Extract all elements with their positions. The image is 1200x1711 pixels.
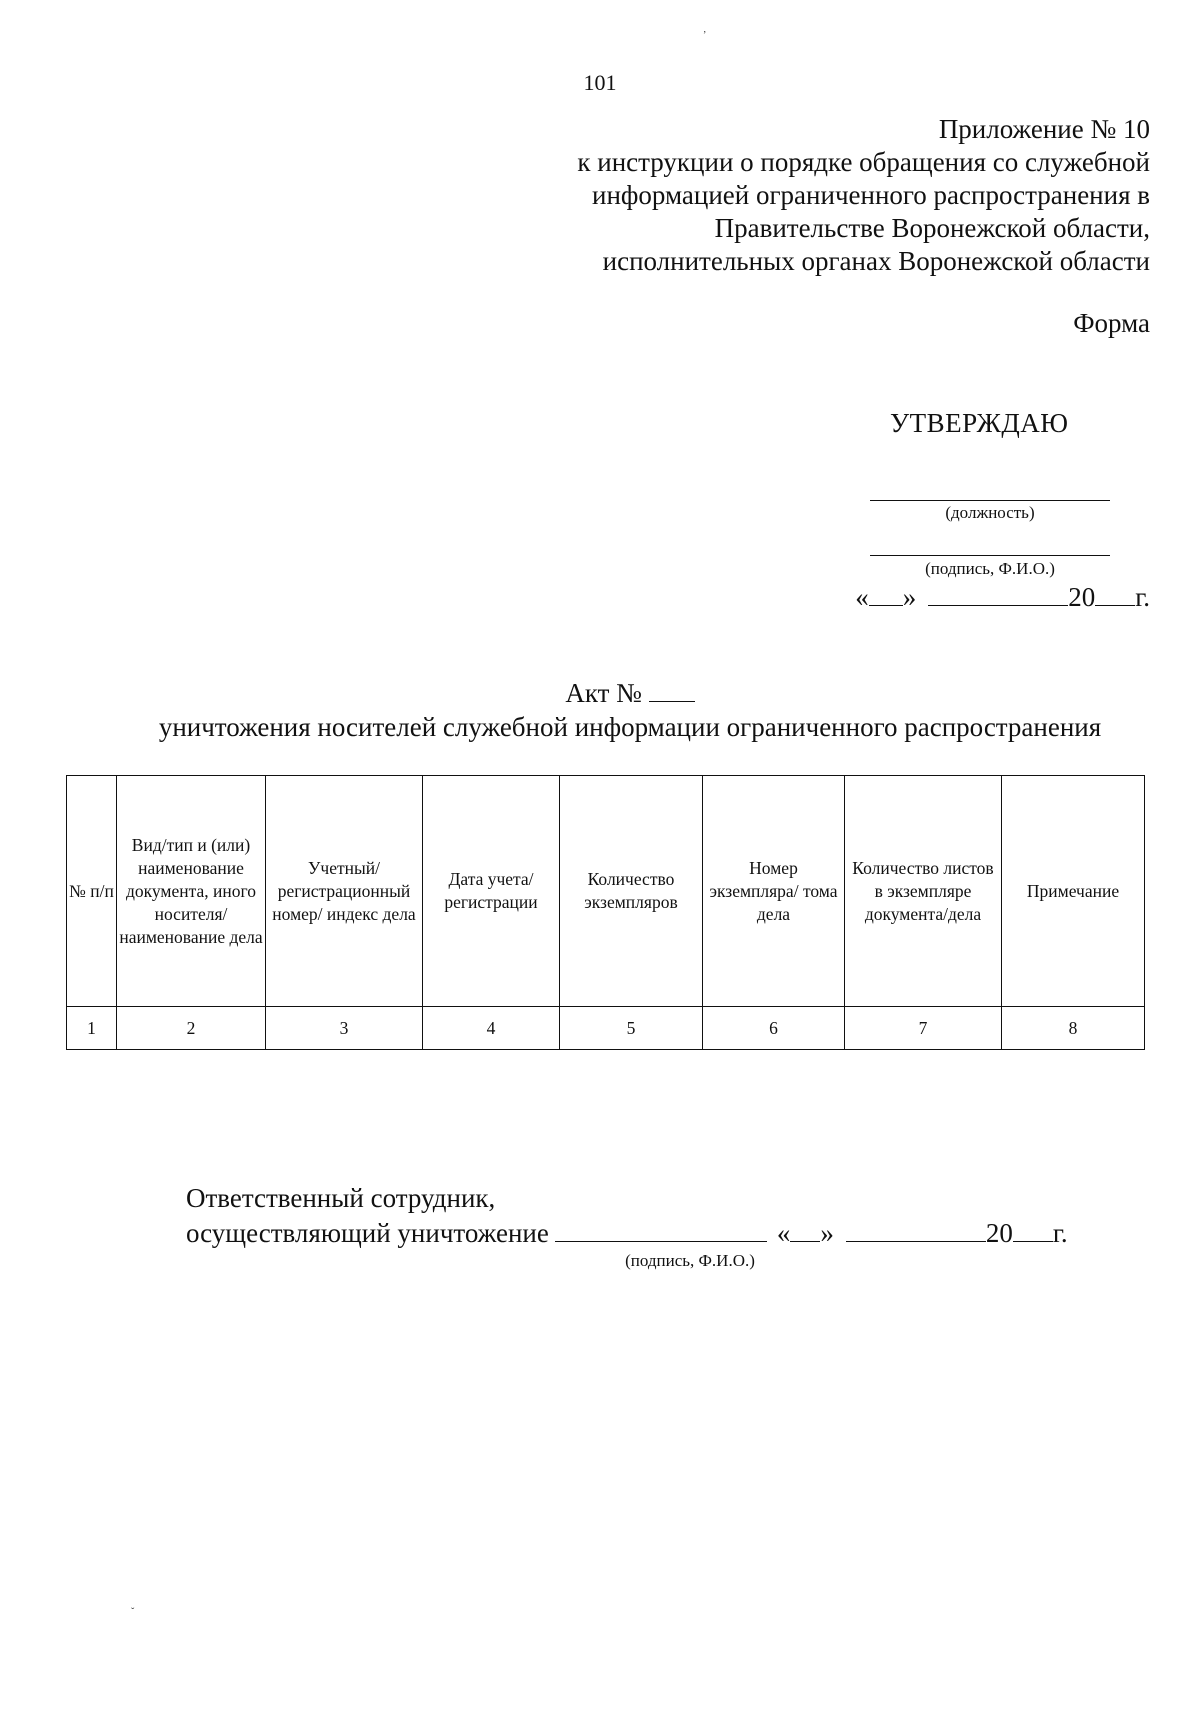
quote-open: «	[855, 582, 869, 612]
column-number-cell: 4	[423, 1007, 560, 1050]
act-title-text: Акт №	[565, 678, 642, 708]
appendix-header	[450, 113, 1150, 278]
appendix-line: информацией ограниченного распространения в	[592, 180, 1150, 210]
header-cell-note: Примечание	[1002, 776, 1145, 1007]
year-blank	[1013, 1221, 1053, 1242]
column-number-cell: 7	[845, 1007, 1002, 1050]
quote-close: »	[820, 1218, 834, 1248]
column-number-cell: 8	[1002, 1007, 1145, 1050]
responsible-signature-caption: (подпись, Ф.И.О.)	[625, 1251, 755, 1270]
header-cell-sheets-count: Количество листов в экземпляре документа/дела	[845, 776, 1002, 1007]
appendix-line: к инструкции о порядке обращения со служебной	[577, 147, 1150, 177]
column-number-cell: 6	[703, 1007, 845, 1050]
act-subtitle: уничтожения носителей служебной информации ограниченного распространения	[158, 712, 1102, 742]
header-cell-registration-number: Учетный/ регистрационный номер/ индекс дела	[266, 776, 423, 1007]
year-suffix: г.	[1052, 1218, 1068, 1248]
approve-title: УТВЕРЖДАЮ	[890, 408, 1069, 438]
scan-mark: ʼ	[703, 30, 707, 41]
appendix-line: Приложение № 10	[938, 114, 1150, 144]
day-blank	[869, 585, 903, 606]
position-caption: (должность)	[945, 503, 1035, 522]
scan-mark: ˇ	[131, 1607, 135, 1618]
header-cell-document-type: Вид/тип и (или) наименование документа, иного носителя/ наименование дела	[117, 776, 266, 1007]
responsible-signature-row	[186, 1218, 1068, 1249]
page-number: 101	[583, 70, 617, 95]
responsible-signature-blank	[555, 1221, 767, 1242]
appendix-line: Правительстве Воронежской области,	[714, 213, 1150, 243]
act-number-blank	[649, 681, 695, 702]
appendix-line: исполнительных органах Воронежской области	[602, 246, 1150, 276]
approve-date-line	[855, 582, 1150, 613]
table-header-row	[67, 776, 1145, 1007]
month-blank	[846, 1221, 986, 1242]
signature-caption: (подпись, Ф.И.О.)	[925, 559, 1055, 578]
year-blank	[1095, 585, 1135, 606]
responsible-label-line2: осуществляющий уничтожение	[186, 1218, 549, 1248]
year-suffix: г.	[1135, 582, 1150, 612]
header-cell-copies-count: Количество экземпляров	[560, 776, 703, 1007]
form-label: Форма	[1073, 308, 1150, 338]
quote-close: »	[902, 582, 917, 612]
column-number-cell: 3	[266, 1007, 423, 1050]
responsible-label: Ответственный сотрудник,	[186, 1183, 496, 1213]
day-blank	[790, 1221, 820, 1242]
column-number-cell: 2	[117, 1007, 266, 1050]
signature-line	[870, 555, 1110, 556]
table-row	[67, 1007, 1145, 1050]
quote-open: «	[776, 1218, 791, 1248]
header-cell-copy-number: Номер экземпляра/ тома дела	[703, 776, 845, 1007]
column-number-cell: 1	[67, 1007, 117, 1050]
header-cell-registration-date: Дата учета/ регистрации	[423, 776, 560, 1007]
act-table	[66, 775, 1145, 1050]
month-blank	[928, 585, 1068, 606]
year-prefix: 20	[985, 1218, 1013, 1248]
year-prefix: 20	[1068, 582, 1096, 612]
position-signature-line	[870, 500, 1110, 501]
column-number-cell: 5	[560, 1007, 703, 1050]
header-cell-number: № п/п	[67, 776, 117, 1007]
act-title	[0, 678, 1200, 709]
